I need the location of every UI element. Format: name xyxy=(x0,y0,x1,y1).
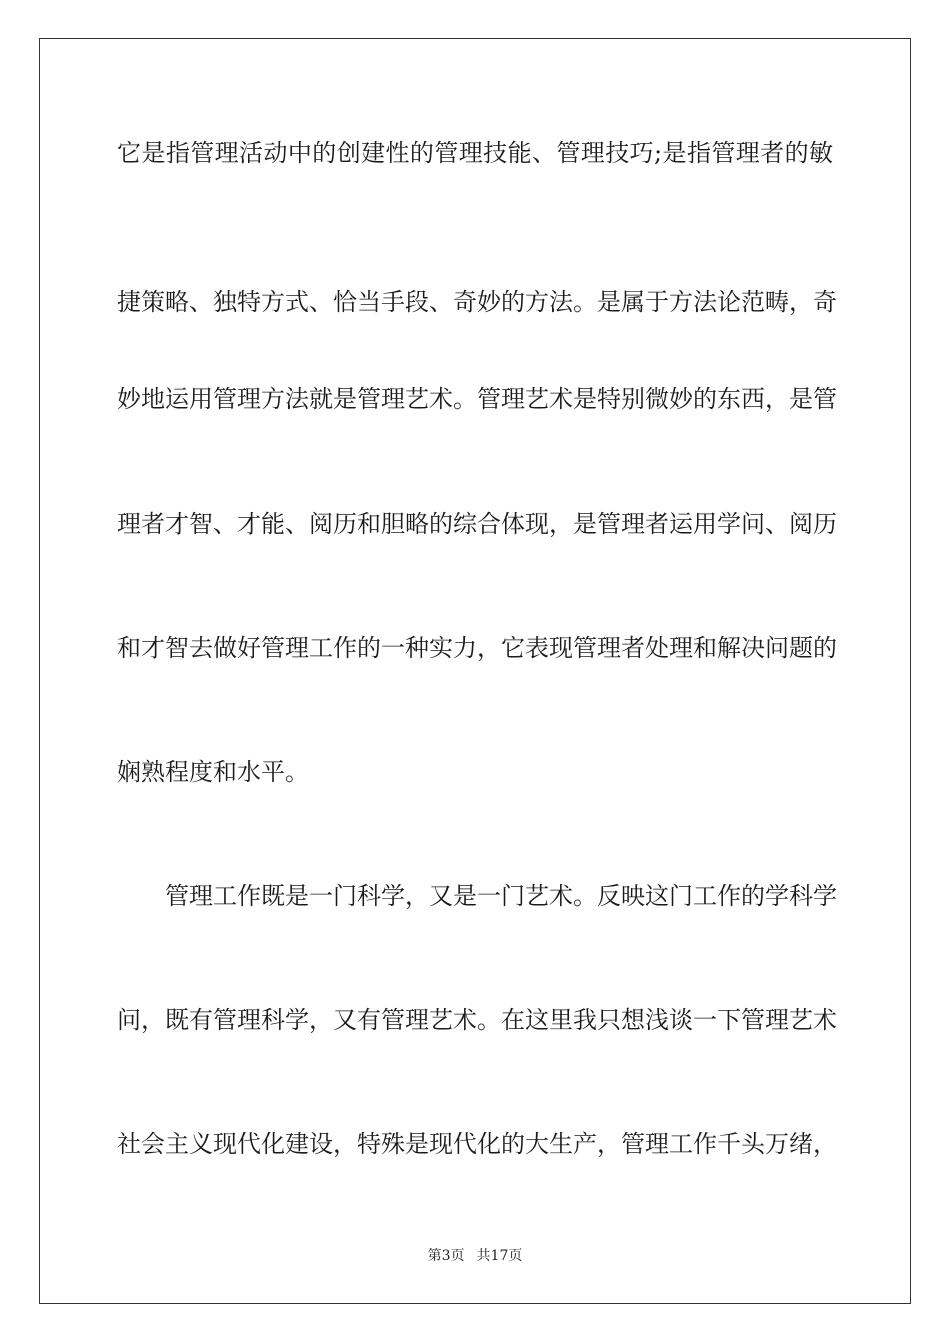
paragraph-1-line-3: 妙地运用管理方法就是管理艺术。管理艺术是特别微妙的东西，是管 xyxy=(117,385,837,413)
paragraph-2-line-1: 管理工作既是一门科学，又是一门艺术。反映这门工作的学科学 xyxy=(165,882,837,910)
paragraph-2-line-3: 社会主义现代化建设，特殊是现代化的大生产，管理工作千头万绪， xyxy=(117,1130,837,1158)
page-total: 共17页 xyxy=(476,1248,523,1264)
paragraph-1-line-6: 娴熟程度和水平。 xyxy=(117,758,309,786)
page-border xyxy=(39,38,911,1304)
paragraph-2-line-2: 问，既有管理科学，又有管理艺术。在这里我只想浅谈一下管理艺术 xyxy=(117,1006,837,1034)
paragraph-1-line-1: 它是指管理活动中的创建性的管理技能、管理技巧;是指管理者的敏 xyxy=(117,139,833,167)
page-number: 第3页 xyxy=(427,1248,465,1264)
page-footer xyxy=(0,1246,950,1266)
paragraph-1-line-2: 捷策略、独特方式、恰当手段、奇妙的方法。是属于方法论范畴，奇 xyxy=(117,288,837,316)
paragraph-1-line-5: 和才智去做好管理工作的一种实力，它表现管理者处理和解决问题的 xyxy=(117,634,837,662)
paragraph-1-line-4: 理者才智、才能、阅历和胆略的综合体现，是管理者运用学问、阅历 xyxy=(117,510,837,538)
